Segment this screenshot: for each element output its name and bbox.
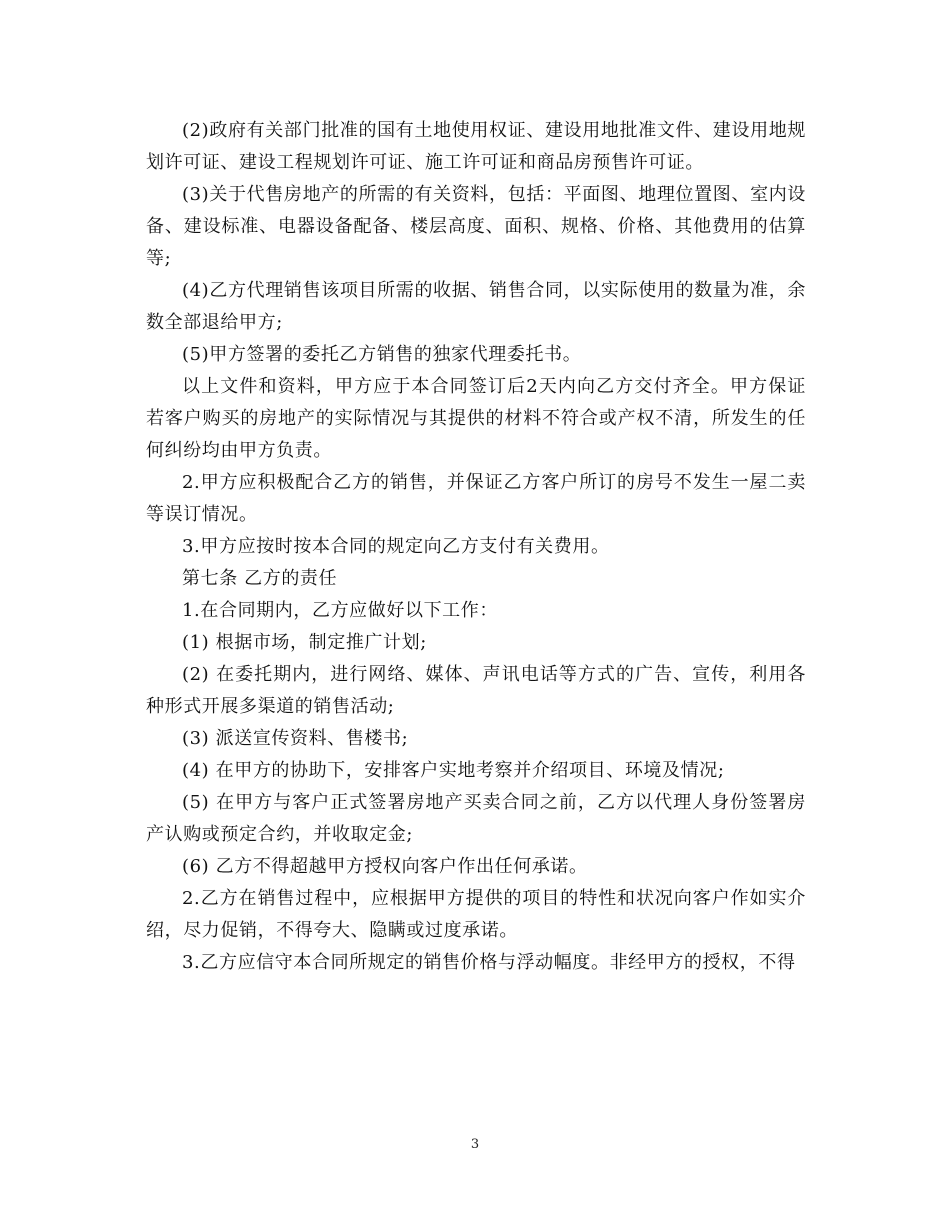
paragraph-duty-4-site-visits: (4) 在甲方的协助下，安排客户实地考察并介绍项目、环境及情况;: [182, 760, 725, 781]
paragraph-party-b-duties-intro: 1.在合同期内，乙方应做好以下工作：: [182, 600, 498, 621]
page-number: 3: [470, 1137, 480, 1152]
paragraph-item-3-materials: (3)关于代售房地产的所需的有关资料，包括：平面图、地理位置图、室内设备、建设标准、电器设备配备、楼层高度、面积、规格、价格、其他费用的估算等;: [146, 184, 806, 269]
paragraph-duty-2-advertising: (2) 在委托期内，进行网络、媒体、声讯电话等方式的广告、宣传，利用各种形式开展多渠道的销售活动;: [146, 664, 806, 717]
paragraph-documents-delivery: 以上文件和资料，甲方应于本合同签订后2天内向乙方交付齐全。甲方保证若客户购买的房地产的实际情况与其提供的材料不符合或产权不清，所发生的任何纠纷均由甲方负责。: [146, 376, 806, 461]
paragraph-duty-1-plan: (1) 根据市场，制定推广计划;: [182, 632, 427, 653]
paragraph-party-a-payment: 3.甲方应按时按本合同的规定向乙方支付有关费用。: [182, 536, 610, 557]
paragraph-duty-6-no-promises: (6) 乙方不得超越甲方授权向客户作出任何承诺。: [182, 856, 588, 877]
paragraph-item-4-receipts: (4)乙方代理销售该项目所需的收据、销售合同，以实际使用的数量为准，余数全部退给甲方;: [146, 280, 806, 333]
paragraph-item-5-authorization: (5)甲方签署的委托乙方销售的独家代理委托书。: [182, 344, 582, 365]
paragraph-item-2-documents: (2)政府有关部门批准的国有土地使用权证、建设用地批准文件、建设用地规划许可证、建设工程规划许可证、施工许可证和商品房预售许可证。: [146, 120, 806, 173]
section-heading-article-7: 第七条 乙方的责任: [182, 568, 338, 589]
paragraph-duty-5-subscription: (5) 在甲方与客户正式签署房地产买卖合同之前，乙方以代理人身份签署房产认购或预定合约，并收取定金;: [146, 792, 806, 845]
paragraph-duty-3-brochures: (3) 派送宣传资料、售楼书;: [182, 728, 409, 749]
paragraph-truthful-introduction: 2.乙方在销售过程中，应根据甲方提供的项目的特性和状况向客户作如实介绍，尽力促销，不得夸大、隐瞒或过度承诺。: [146, 888, 806, 941]
paragraph-party-a-cooperation: 2.甲方应积极配合乙方的销售，并保证乙方客户所订的房号不发生一屋二卖等误订情况。: [146, 472, 806, 525]
document-body: [146, 115, 806, 979]
paragraph-price-compliance: 3.乙方应信守本合同所规定的销售价格与浮动幅度。非经甲方的授权，不得: [182, 952, 796, 973]
